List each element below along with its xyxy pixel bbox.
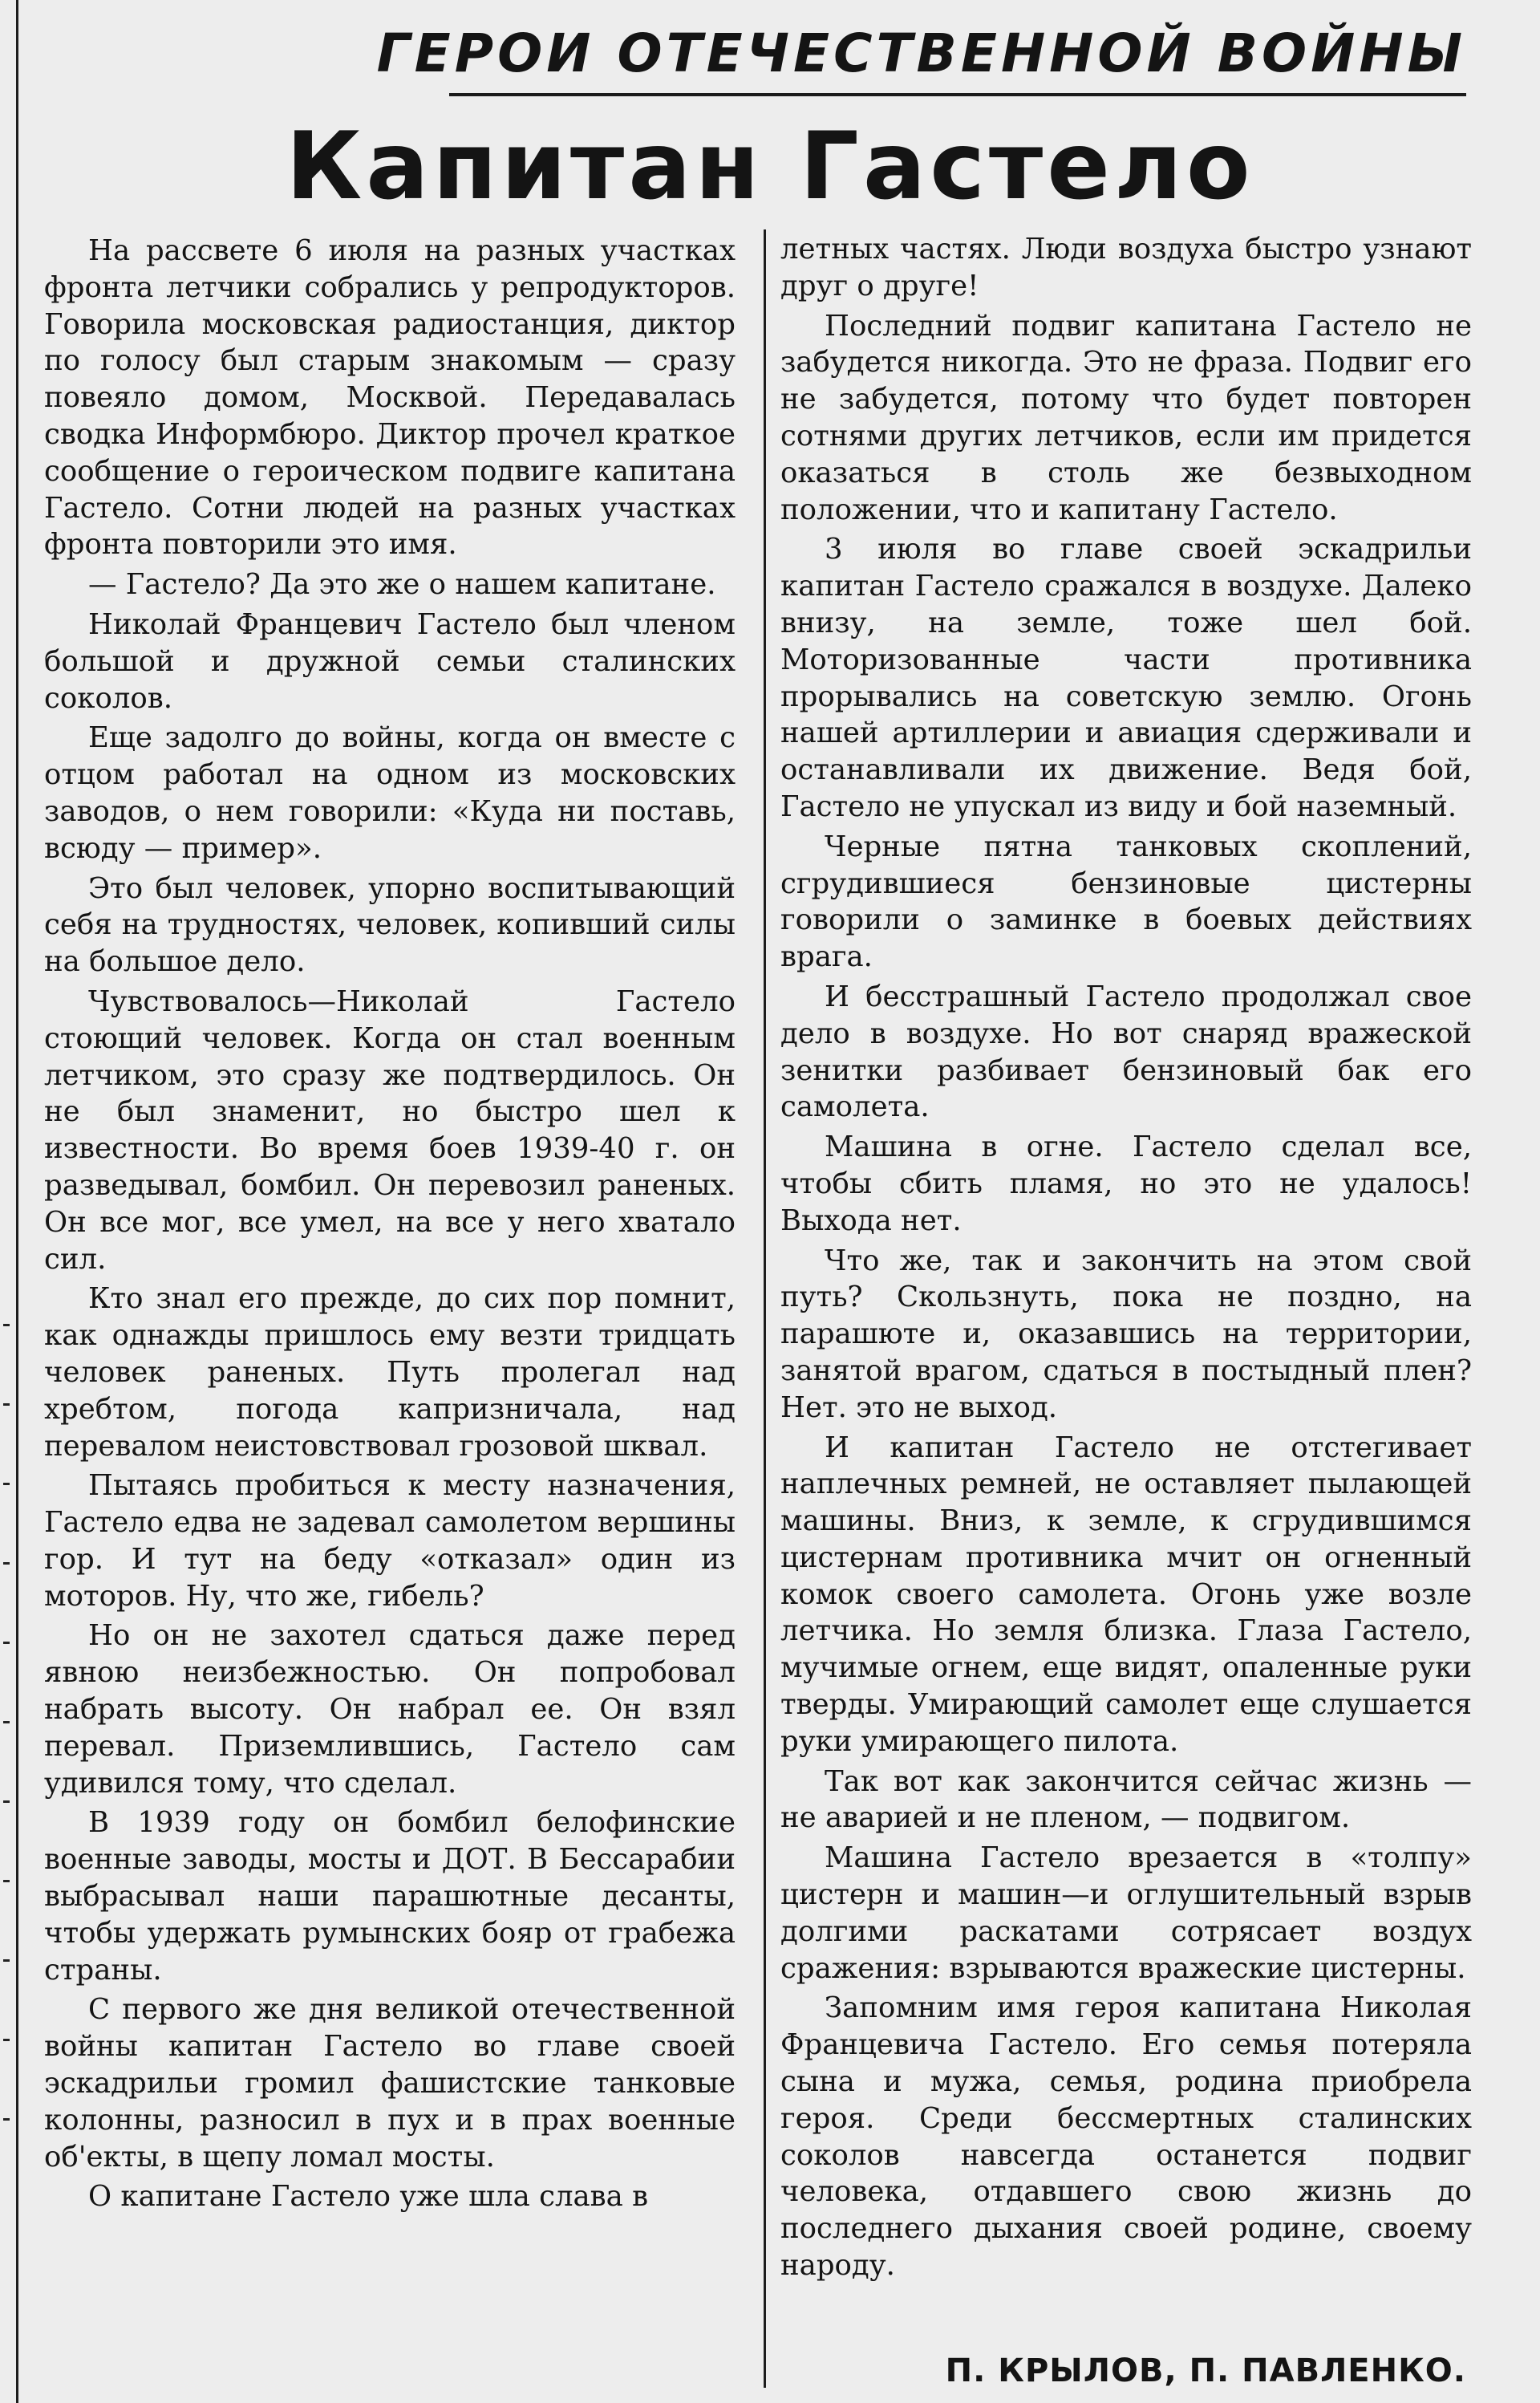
left-margin-ticks <box>3 1324 11 2287</box>
section-rubric: ГЕРОИ ОТЕЧЕСТВЕННОЙ ВОЙНЫ <box>376 22 1466 84</box>
paragraph: С первого же дня великой отечественной войны капитан Гастело во главе своей эскадрильи громил фашистские танковые колонны, разносил в пух и в прах военные об'екты, в щепу ломал мосты. <box>44 1993 736 2174</box>
article-headline: Капитан Гастело <box>286 112 1254 221</box>
paragraph: Но он не захотел сдаться даже перед явною неизбежностью. Он попробовал набрать высоту. Он набрал ее. Он взял перевал. Приземлившись, Гастело сам удивился тому, что сделал. <box>44 1619 736 1800</box>
paragraph: Так вот как закончится сейчас жизнь — не аварией и не пленом, — подвигом. <box>780 1764 1472 1835</box>
paragraph: Запомним имя героя капитана Николая Францевича Гастело. Его семья потеряла сына и мужа, семья, родина приобрела героя. Среди бессмертных сталинских соколов навсегда останется подвиг человека, отдавшего свою жизнь до последнего дыхания своей родине, своему народу. <box>780 1991 1472 2283</box>
paragraph: Это был человек, упорно воспитывающий себя на трудностях, человек, копивший силы на большое дело. <box>44 871 736 979</box>
paragraph: Что же, так и закончить на этом свой путь? Скользнуть, пока не поздно, на парашюте и, оказавшись на территории, занятой врагом, сдаться в постыдный плен? Нет. это не выход. <box>780 1244 1472 1424</box>
paragraph: Еще задолго до войны, когда он вместе с отцом работал на одном из московских заводов, о нем говорили: «Куда ни поставь, всюду — пример». <box>44 721 736 865</box>
paragraph: 3 июля во главе своей эскадрильи капитан Гастело сражался в воздухе. Далеко внизу, на земле, тоже шел бой. Моторизованные части противника прорывались на советскую землю. Огонь нашей артиллерии и авиация сдерживали и останавливали их движение. Ведя бой, Гастело не упускал из виду и бой наземный. <box>780 533 1472 823</box>
author-signature: П. КРЫЛОВ, П. ПАВЛЕНКО. <box>945 2352 1466 2389</box>
paragraph: — Гастело? Да это же о нашем капитане. <box>88 568 716 602</box>
right-column <box>780 231 1472 2287</box>
left-column <box>44 233 736 2218</box>
left-margin-rule <box>16 0 18 2403</box>
paragraph: Машина Гастело врезается в «толпу» цистерн и машин—и оглушительный взрыв долгими раскатами сотрясает воздух сражения: взрываются вражеские цистерны. <box>780 1841 1472 1985</box>
paragraph: Последний подвиг капитана Гастело не забудется никогда. Это не фраза. Подвиг его не забудется, потому что будет повторен сотнями других летчиков, если им придется оказаться в столь же безвыходном положении, что и капитану Гастело. <box>780 309 1472 526</box>
column-divider <box>764 229 766 2388</box>
paragraph: Кто знал его прежде, до сих пор помнит, как однажды пришлось ему везти тридцать человек раненых. Путь пролегал над хребтом, погода капризничала, над перевалом неистовствовал грозовой шквал. <box>44 1282 736 1463</box>
paragraph: Чувствовалось—Николай Гастело стоющий человек. Когда он стал военным летчиком, это сразу же подтвердилось. Он не был знаменит, но быстро шел к известности. Во время боев 1939-40 г. он разведывал, бомбил. Он перевозил раненых. Он все мог, все умел, на все у него хватало сил. <box>44 984 736 1276</box>
paragraph-continuation: летных частях. Люди воздуха быстро узнают друг о друге! <box>780 233 1472 302</box>
paragraph: В 1939 году он бомбил белофинские военные заводы, мосты и ДОТ. В Бессарабии выбрасывал наши парашютные десанты, чтобы удержать румынских бояр от грабежа страны. <box>44 1806 736 1987</box>
paragraph: Машина в огне. Гастело сделал все, чтобы сбить пламя, но это не удалось! Выхода нет. <box>780 1130 1472 1237</box>
paragraph: И капитан Гастело не отстегивает наплечных ремней, не оставляет пылающей машины. Вниз, к земле, к сгрудившимся цистернам противника мчит он огненный комок своего самолета. Огонь уже возле летчика. Но земля близка. Глаза Гастело, мучимые огнем, еще видят, опаленные руки тверды. Умирающий самолет еще слушается руки умирающего пилота. <box>780 1431 1472 1758</box>
paragraph: И бесстрашный Гастело продолжал свое дело в воздухе. Но вот снаряд вражеской зенитки разбивает бензиновый бак его самолета. <box>780 980 1472 1124</box>
paragraph: На рассвете 6 июля на разных участках фронта летчики собрались у репродукторов. Говорила московская радиостанция, диктор по голосу был старым знакомым — сразу повеяло домом, Москвой. Передавалась сводка Информбюро. Диктор прочел краткое сообщение о героическом подвиге капитана Гастело. Сотни людей на разных участках фронта повторили это имя. <box>44 234 736 562</box>
paragraph: О капитане Гастело уже шла слава в <box>88 2180 649 2214</box>
paragraph: Черные пятна танковых скоплений, сгрудившиеся бензиновые цистерны говорили о заминке в боевых действиях врага. <box>780 830 1472 974</box>
rubric-underline <box>449 93 1466 96</box>
paragraph: Пытаясь пробиться к месту назначения, Гастело едва не задевал самолетом вершины гор. И тут на беду «отказал» один из моторов. Ну, что же, гибель? <box>44 1469 736 1613</box>
paragraph: Николай Францевич Гастело был членом большой и дружной семьи сталинских соколов. <box>44 607 736 715</box>
